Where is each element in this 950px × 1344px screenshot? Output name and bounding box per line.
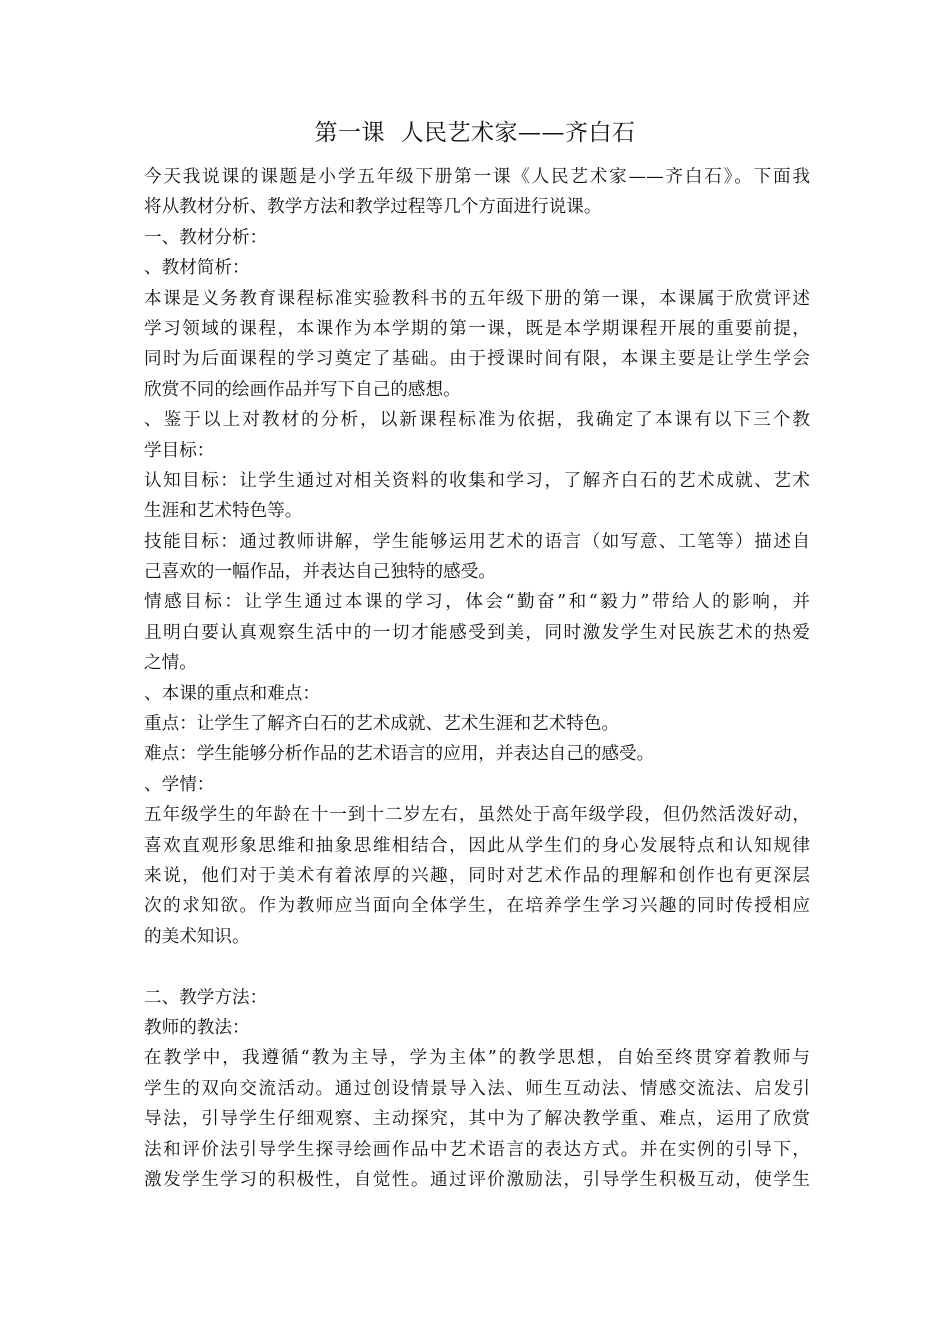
text-line: 技能目标：通过教师讲解，学生能够运用艺术的语言（如写意、工笔等）描述自: [144, 531, 810, 552]
text-line: 、本课的重点和难点：: [144, 683, 320, 704]
document-body: [144, 162, 810, 1195]
text-line: 重点：让学生了解齐白石的艺术成就、艺术生涯和艺术特色。: [144, 714, 620, 735]
text-line: 的美术知识。: [144, 926, 250, 947]
text-line: 己喜欢的一幅作品，并表达自己独特的感受。: [144, 562, 496, 583]
text-line: 教师的教法：: [144, 1017, 250, 1038]
blank-line: [144, 952, 810, 982]
text-line: 学生的双向交流活动。通过创设情景导入法、师生互动法、情感交流法、启发引: [144, 1078, 810, 1099]
text-line: 、教材简析：: [144, 258, 250, 279]
text-line: 之情。: [144, 653, 197, 674]
text-line: 同时为后面课程的学习奠定了基础。由于授课时间有限，本课主要是让学生学会: [144, 349, 810, 370]
text-line: 学目标：: [144, 440, 215, 461]
text-line: 、鉴于以上对教材的分析，以新课程标准为依据，我确定了本课有以下三个教: [144, 410, 810, 431]
text-line: 情感目标：让学生通过本课的学习，体会“勤奋”和“毅力”带给人的影响，并: [144, 592, 810, 613]
text-line: 欣赏不同的绘画作品并写下自己的感想。: [144, 379, 461, 400]
text-line: 难点：学生能够分析作品的艺术语言的应用，并表达自己的感受。: [144, 744, 655, 765]
text-line: 、学情：: [144, 774, 215, 795]
text-line: 来说，他们对于美术有着浓厚的兴趣，同时对艺术作品的理解和创作也有更深层: [144, 865, 810, 886]
text-line: 激发学生学习的积极性，自觉性。通过评价激励法，引导学生积极互动，使学生: [144, 1169, 810, 1190]
text-line: 认知目标：让学生通过对相关资料的收集和学习，了解齐白石的艺术成就、艺术: [144, 470, 810, 491]
text-line: 学习领域的课程，本课作为本学期的第一课，既是本学期课程开展的重要前提，: [144, 318, 810, 339]
text-line: 喜欢直观形象思维和抽象思维相结合，因此从学生们的身心发展特点和认知规律: [144, 835, 810, 856]
text-line: 次的求知欲。作为教师应当面向全体学生，在培养学生学习兴趣的同时传授相应: [144, 896, 810, 917]
text-line: 二、教学方法：: [144, 987, 268, 1008]
text-line: 本课是义务教育课程标准实验教科书的五年级下册的第一课，本课属于欣赏评述: [144, 288, 810, 309]
text-line: 将从教材分析、教学方法和教学过程等几个方面进行说课。: [144, 197, 602, 218]
text-line: 生涯和艺术特色等。: [144, 501, 303, 522]
page-title: 第一课 人民艺术家——齐白石: [314, 120, 636, 146]
text-line: 在教学中，我遵循“教为主导，学为主体”的教学思想，自始至终贯穿着教师与: [144, 1048, 810, 1069]
text-line: 法和评价法引导学生探寻绘画作品中艺术语言的表达方式。并在实例的引导下，: [144, 1139, 810, 1160]
text-line: 今天我说课的课题是小学五年级下册第一课《人民艺术家——齐白石》。下面我: [144, 167, 810, 187]
text-line: 一、教材分析：: [144, 227, 268, 248]
text-line: 且明白要认真观察生活中的一切才能感受到美，同时激发学生对民族艺术的热爱: [144, 622, 810, 643]
text-line: 导法，引导学生仔细观察、主动探究，其中为了解决教学重、难点，运用了欣赏: [144, 1109, 810, 1130]
text-line: 五年级学生的年龄在十一到十二岁左右，虽然处于高年级学段，但仍然活泼好动，: [144, 805, 810, 826]
